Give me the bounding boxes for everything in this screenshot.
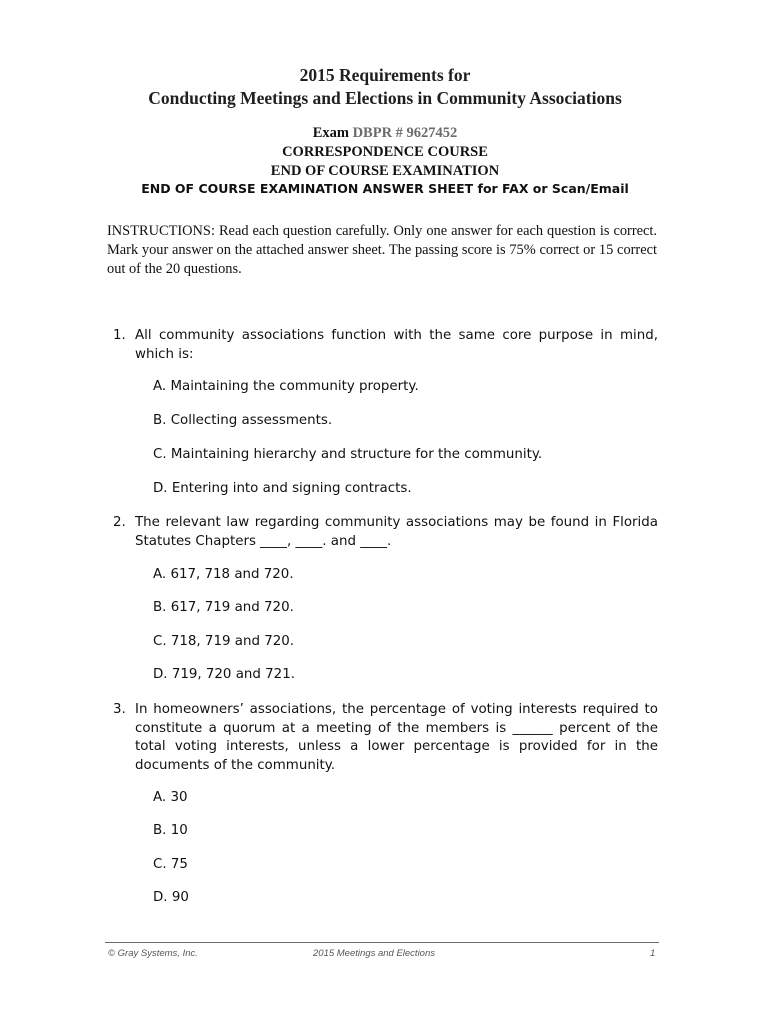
question-number: 1.	[113, 328, 126, 343]
question-3-option-b: B. 10	[153, 823, 188, 838]
question-2-option-a: A. 617, 718 and 720.	[153, 567, 294, 582]
answer-sheet-heading: END OF COURSE EXAMINATION ANSWER SHEET for FAX or Scan/Email	[141, 181, 629, 196]
question-text: The relevant law regarding community associations may be found in Florida Statutes Chapters ____, ____. and ____.	[135, 515, 658, 549]
question-3-option-c: C. 75	[153, 857, 188, 872]
document-title-line2: Conducting Meetings and Elections in Community Associations	[148, 88, 622, 108]
question-3	[113, 701, 658, 775]
footer-copyright: © Gray Systems, Inc.	[108, 948, 198, 959]
question-2	[113, 514, 658, 551]
question-1-option-b: B. Collecting assessments.	[153, 413, 333, 428]
course-type: CORRESPONDENCE COURSE	[282, 144, 488, 160]
question-1-option-c: C. Maintaining hierarchy and structure for the community.	[153, 447, 543, 462]
exam-number: DBPR # 9627452	[352, 125, 458, 141]
question-2-option-c: C. 718, 719 and 720.	[153, 634, 295, 649]
footer-page-number: 1	[650, 948, 656, 959]
question-1-option-d: D. Entering into and signing contracts.	[153, 481, 412, 496]
question-1	[113, 327, 658, 364]
question-number: 3.	[113, 702, 126, 717]
document-title-line1: 2015 Requirements for	[299, 65, 471, 85]
footer-divider	[105, 942, 659, 943]
question-number: 2.	[113, 515, 126, 530]
exam-line	[0, 125, 770, 142]
question-text: All community associations function with the same core purpose in mind, which is:	[135, 328, 658, 362]
question-3-option-a: A. 30	[153, 790, 188, 805]
exam-label: Exam	[312, 125, 349, 141]
question-text: In homeowners’ associations, the percentage of voting interests required to constitute a quorum at a meeting of the members is ______ percent of the total voting interests, unless a lower percentage is provided for in the documents of the community.	[135, 702, 658, 773]
instructions-paragraph: INSTRUCTIONS: Read each question carefully. Only one answer for each question is correct. Mark your answer on the attached answer sheet. The passing score is 75% correct or 15 correct out of the 20 questions.	[107, 223, 657, 277]
question-3-option-d: D. 90	[153, 890, 189, 905]
exam-heading: END OF COURSE EXAMINATION	[270, 163, 500, 179]
question-1-option-a: A. Maintaining the community property.	[153, 379, 419, 394]
footer-course-title: 2015 Meetings and Elections	[313, 948, 435, 959]
question-2-option-d: D. 719, 720 and 721.	[153, 667, 295, 682]
question-2-option-b: B. 617, 719 and 720.	[153, 600, 294, 615]
